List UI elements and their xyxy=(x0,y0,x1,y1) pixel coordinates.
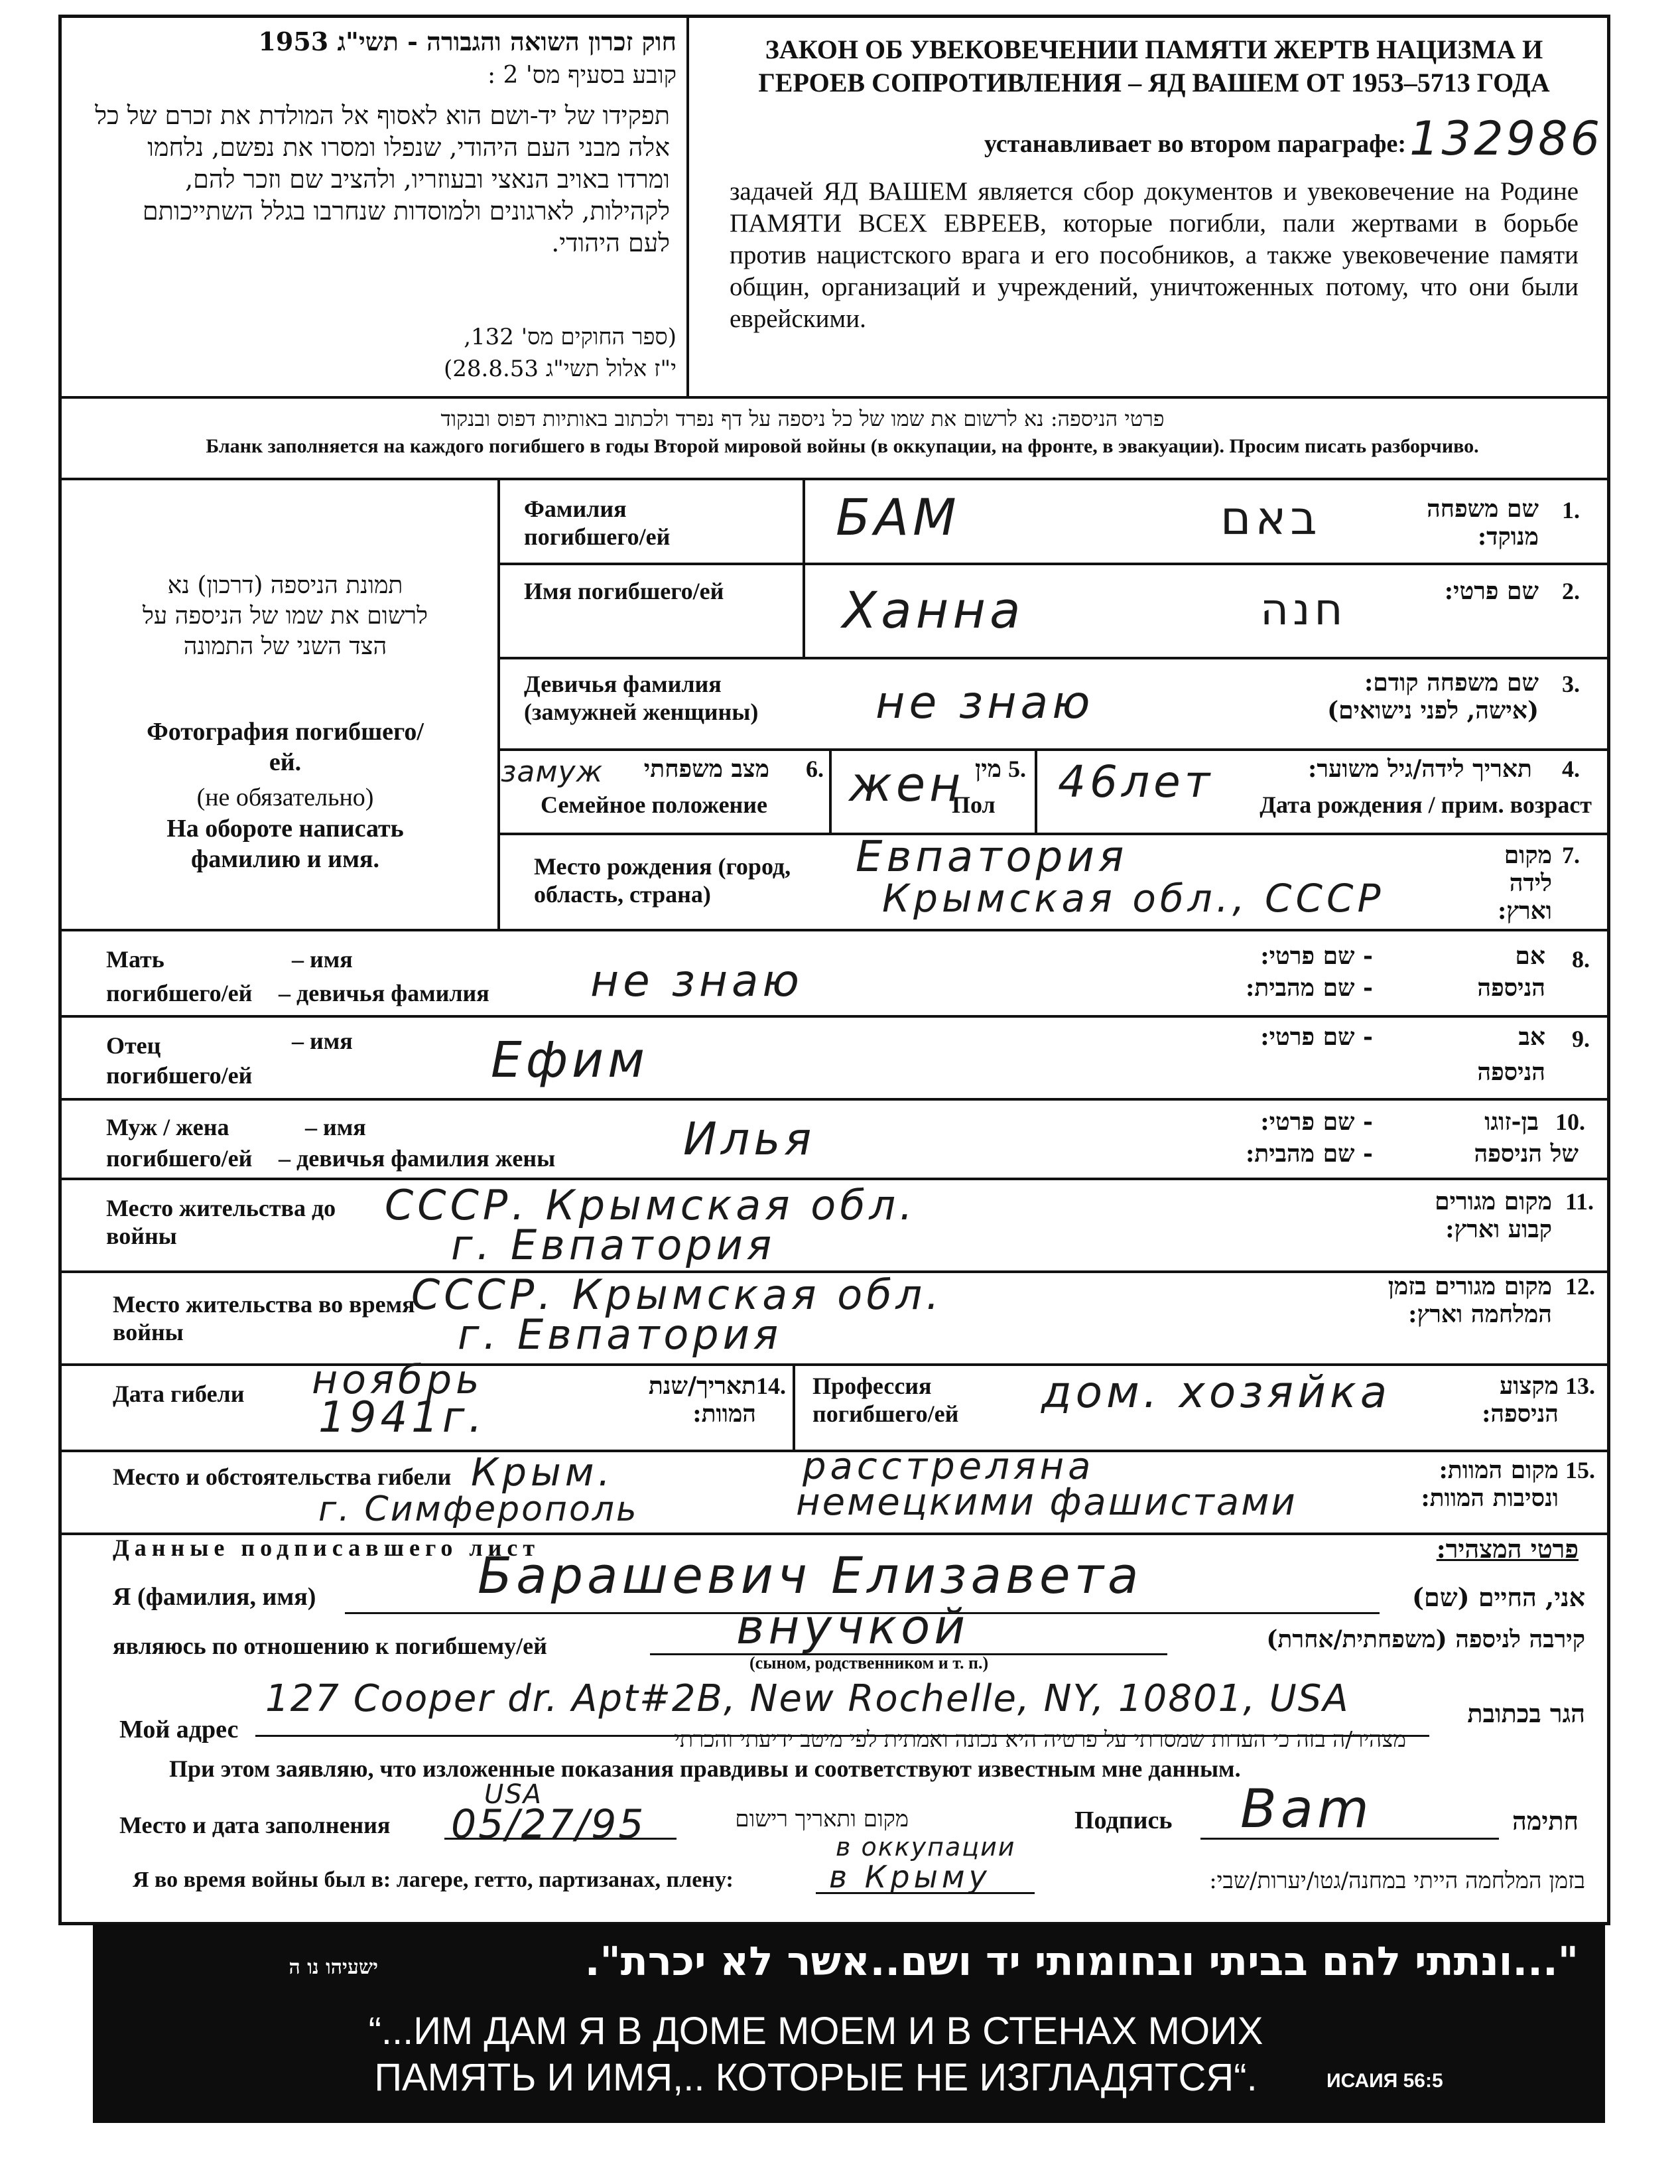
field-9-number: 9. xyxy=(1572,1026,1590,1052)
photo-box-divider xyxy=(497,478,500,929)
row-9-rule xyxy=(58,1098,1610,1101)
field-5-number: 5. xyxy=(1008,756,1026,782)
signature-label-he: חתימה xyxy=(1512,1806,1579,1836)
field-10-label-spouse: Муж / жена xyxy=(106,1114,229,1140)
war-status-label: Я во время войны был в: лагере, гетто, партизанах, плену: xyxy=(133,1868,734,1892)
field-14-divider xyxy=(793,1363,795,1450)
law-hebrew-body: תפקידו של יד-ושם הוא לאסוף אל המולדת את זכרם של כל אלה מבני העם היהודי, שנפלו ומסרו את נפשם, נלחמו ומרדו באויב הנאצי ובעוזריו, ולהציב שם וזכר להם, לקהילות, לארגונים ולמוסדות שנחרבו בגלל השתייכותם לעם היהודי. xyxy=(95,101,670,257)
declarant-relation-label: являюсь по отношению к погибшему/ей xyxy=(113,1633,547,1659)
field-10-label-he-deceased: של הניספה xyxy=(1474,1140,1579,1168)
field-9-label-he-first: - שם פרטי: xyxy=(1260,1023,1373,1051)
law-hebrew-date: י"ז אלול תשי"ג 28.8.53) xyxy=(444,356,677,382)
banner-hebrew-quote: "...ונתתי להם בביתי ובחומותי יד ושם..אשר לא יכרת". xyxy=(584,1939,1579,1985)
field-10-value[interactable]: Илья xyxy=(683,1113,816,1166)
signature-value[interactable]: Bam xyxy=(1240,1778,1373,1840)
field-8-label-he-maiden: - שם מהבית: xyxy=(1245,974,1373,1002)
field-7-value-city[interactable]: Евпатория xyxy=(856,833,1128,882)
field-15-value-circumstance[interactable]: расстреляна xyxy=(803,1445,1095,1488)
field-2-label-ru: Имя погибшего/ей xyxy=(524,578,724,604)
quote-banner xyxy=(93,1924,1605,2123)
declarant-address-value[interactable]: 127 Cooper dr. Apt#2B, New Rochelle, NY, 10801, USA xyxy=(265,1677,1350,1720)
field-10-label-he-maiden: - שם מהבית: xyxy=(1245,1140,1373,1168)
field-8-number: 8. xyxy=(1572,946,1590,973)
declaration-hebrew: מצהיר/ה בזה כי העדות שמסרתי על פרטיה היא נכונה ואמתית לפי מיטב ידיעתי והכרתי xyxy=(674,1726,1406,1752)
field-8-value[interactable]: не знаю xyxy=(590,955,803,1006)
field-1-label-he: שם משפחה מנוקד: xyxy=(1427,495,1539,551)
field-5-label-he: מין xyxy=(975,755,1002,783)
field-10-label-spouse-name: – имя xyxy=(305,1114,366,1140)
law-hebrew-reference: (ספר החוקים מס' 132, xyxy=(464,324,677,350)
field-15-value-city[interactable]: г. Симферополь xyxy=(318,1489,639,1529)
field-11-label-he: מקום מגורים קבוע וארץ: xyxy=(1435,1188,1552,1243)
field-2-value-hebrew[interactable]: חנה xyxy=(1260,584,1347,635)
place-date-label-he: מקום ותאריך רישום xyxy=(735,1806,909,1832)
law-russian-subtitle: устанавливает во втором параграфе: xyxy=(984,130,1406,158)
declarant-title-ru: Данные подписавшего лист xyxy=(113,1535,541,1561)
header-bottom-rule xyxy=(58,396,1610,399)
declarant-relation-value[interactable]: внучкой xyxy=(736,1599,969,1655)
field-3-label-he: שם משפחה קודם: (אישה, לפני נישואים) xyxy=(1327,669,1539,724)
field-15-value-perpetrator[interactable]: немецкими фашистами xyxy=(796,1481,1297,1524)
photo-box-hebrew: תמונת הניספה (דרכון) נא לרשום את שמו של הניספה על הצד השני של התמונה xyxy=(143,572,428,660)
law-hebrew-title: חוק זכרון השואה והגבורה - תשי"ג 1953 xyxy=(258,27,677,56)
row-2-rule xyxy=(497,657,1610,659)
war-status-value-1[interactable]: в оккупации xyxy=(836,1832,1016,1862)
declaration-russian: При этом заявляю, что изложенные показания правдивы и соответствуют известным мне данным. xyxy=(169,1755,1241,1782)
law-hebrew-subtitle: קובע בסעיף מס' 2 : xyxy=(487,62,677,89)
photo-box-russian-1: Фотография погибшего/ей. xyxy=(147,718,424,776)
field-12-value-city[interactable]: г. Евпатория xyxy=(458,1310,783,1359)
declarant-address-label-he: הגר בכתובת xyxy=(1467,1698,1585,1728)
field-8-label-of-deceased: погибшего/ей xyxy=(106,980,253,1006)
field-2-number: 2. xyxy=(1562,578,1580,604)
field-15-value-place[interactable]: Крым. xyxy=(471,1450,614,1495)
field-11-label-ru: Место жительства до войны xyxy=(106,1195,336,1249)
row-7-rule xyxy=(58,929,1610,931)
field-8-label-mother: Мать xyxy=(106,946,164,973)
field-10-label-maiden: – девичья фамилия жены xyxy=(279,1145,556,1172)
header-divider xyxy=(686,15,689,396)
declarant-name-label-he: אני, החיים (שם) xyxy=(1412,1582,1585,1612)
field-8-label-maiden: – девичья фамилия xyxy=(279,980,489,1006)
row-3-rule xyxy=(497,748,1610,751)
field-6-value[interactable]: замуж xyxy=(501,755,604,789)
field-6-label-ru: Семейное положение xyxy=(541,791,768,818)
sheet-number: 132986 xyxy=(1409,111,1603,166)
field-5-value[interactable]: жен xyxy=(849,756,965,812)
banner-russian-line-2: ПАМЯТЬ И ИМЯ,.. КОТОРЫЕ НЕ ИЗГЛАДЯТСЯ“. xyxy=(374,2056,1258,2099)
field-11-number: 11. xyxy=(1565,1188,1594,1215)
field-4-value[interactable]: 46лет xyxy=(1058,756,1214,807)
row-10-rule xyxy=(58,1178,1610,1180)
field-13-label-he: מקצוע הניספה: xyxy=(1482,1372,1559,1428)
field-7-value-region[interactable]: Крымская обл., СССР xyxy=(882,876,1385,921)
row-12-rule xyxy=(58,1363,1610,1366)
field-13-number: 13. xyxy=(1565,1373,1595,1399)
field-10-label-of-deceased: погибшего/ей xyxy=(106,1145,253,1172)
field-13-value[interactable]: дом. хозяйка xyxy=(1041,1367,1391,1418)
instructions-rule xyxy=(58,478,1610,480)
field-11-value-city[interactable]: г. Евпатория xyxy=(451,1221,776,1269)
field-10-label-he-spouse: בן-זוגו xyxy=(1484,1108,1539,1136)
field-3-number: 3. xyxy=(1562,671,1580,697)
field-2-value[interactable]: Ханна xyxy=(842,580,1025,640)
field-15-number: 15. xyxy=(1565,1457,1595,1483)
law-russian-body: задачей ЯД ВАШЕМ является сбор документов и увековечение на Родине ПАМЯТИ ВСЕХ ЕВРЕЕВ, которые погибли, пали жертвами в борьбе против нацистского врага и его пособников, а также увековечение памяти общин, организаций и учреждений, уничтоженных потому, что они были еврейскими. xyxy=(730,177,1579,333)
field-10-label-he-first: - שם פרטי: xyxy=(1260,1108,1373,1136)
field-9-value[interactable]: Ефим xyxy=(491,1032,649,1089)
field-12-number: 12. xyxy=(1565,1273,1595,1300)
field-14-number: 14. xyxy=(756,1373,786,1399)
field-11-value-country[interactable]: СССР. Крымская обл. xyxy=(385,1181,917,1229)
photo-box-russian-3: На обороте написать фамилию и имя. xyxy=(166,815,404,873)
field-14-value-month[interactable]: ноябрь xyxy=(312,1357,484,1403)
field-14-label-he: תאריך/שנת המוות: xyxy=(648,1372,756,1428)
signature-label: Подпись xyxy=(1074,1807,1173,1834)
field-4-label-ru: Дата рождения / прим. возраст xyxy=(1260,791,1592,818)
name-column-divider xyxy=(803,478,805,657)
field-7-label-ru: Место рождения (город, область, страна) xyxy=(534,853,791,908)
field-6-divider xyxy=(829,748,832,833)
banner-russian-line-1: “...ИМ ДАМ Я В ДОМЕ МОЕМ И В СТЕНАХ МОИХ xyxy=(368,2010,1263,2053)
field-14-label-ru: Дата гибели xyxy=(113,1381,245,1407)
banner-hebrew-reference: ישעיהו נו ה xyxy=(289,1956,378,1979)
field-15-label-he: מקום המוות: ונסיבות המוות: xyxy=(1421,1456,1559,1512)
field-14-value-year[interactable]: 1941г. xyxy=(318,1393,486,1442)
field-5-divider xyxy=(1035,748,1037,833)
field-7-label-he: מקום לידה וארץ: xyxy=(1497,841,1552,925)
field-12-label-he: מקום מגורים בזמן המלחמה וארץ: xyxy=(1388,1272,1552,1328)
field-1-number: 1. xyxy=(1562,497,1580,523)
place-date-line xyxy=(444,1838,677,1840)
declarant-address-label: Мой адрес xyxy=(119,1716,239,1743)
law-russian-title: ЗАКОН ОБ УВЕКОВЕЧЕНИИ ПАМЯТИ ЖЕРТВ НАЦИЗМА И ГЕРОЕВ СОПРОТИВЛЕНИЯ – ЯД ВАШЕМ ОТ 1953–5713 ГОДА xyxy=(758,34,1550,98)
instructions-hebrew: פרטי הניספה: נא לרשום את שמו של כל ניספה על דף נפרד ולכתוב באותיות דפוס ובנקוד xyxy=(440,406,1165,431)
field-9-label-father: Отец xyxy=(106,1032,161,1059)
declarant-name-value[interactable]: Барашевич Елизавета xyxy=(478,1546,1143,1605)
field-9-label-father-name: – имя xyxy=(292,1028,353,1054)
field-1-label-ru: Фамилия погибшего/ей xyxy=(524,496,671,550)
war-status-value-2[interactable]: в Крыму xyxy=(829,1859,991,1895)
field-8-label-he-deceased: הניספה xyxy=(1477,974,1545,1002)
field-1-value-hebrew[interactable]: באם xyxy=(1220,491,1321,545)
field-7-number: 7. xyxy=(1562,842,1580,868)
declarant-title-he: פרטי המצהיר: xyxy=(1436,1534,1579,1564)
field-8-label-mother-name: – имя xyxy=(292,946,353,973)
field-1-value[interactable]: БАМ xyxy=(836,488,960,547)
field-6-label-he: מצב משפחתי xyxy=(643,755,769,783)
field-9-label-he-deceased: הניספה xyxy=(1477,1058,1545,1086)
field-13-label-ru: Профессия погибшего/ей xyxy=(812,1373,959,1427)
field-10-number: 10. xyxy=(1555,1109,1585,1135)
signature-line xyxy=(1200,1838,1499,1840)
field-8-label-he-mother: אם xyxy=(1515,942,1545,970)
declarant-relation-label-he: קירבה לניספה (משפחתית/אחרת) xyxy=(1266,1625,1585,1653)
field-9-label-of-deceased: погибшего/ей xyxy=(106,1062,253,1089)
field-5-label-ru: Пол xyxy=(952,791,996,818)
field-12-value-country[interactable]: СССР. Крымская обл. xyxy=(411,1270,943,1319)
instructions-russian: Бланк заполняется на каждого погибшего в годы Второй мировой войны (в оккупации, на фронте, в эвакуации). Просим писать разборчиво. xyxy=(206,435,1479,457)
place-value[interactable]: USA xyxy=(484,1779,543,1810)
place-date-label: Место и дата заполнения xyxy=(119,1812,391,1838)
row-1-rule xyxy=(497,563,1610,565)
field-2-label-he: שם פרטי: xyxy=(1444,577,1539,605)
banner-russian-reference: ИСАИЯ 56:5 xyxy=(1326,2070,1443,2092)
date-value[interactable]: 05/27/95 xyxy=(451,1801,646,1848)
war-status-label-he: בזמן המלחמה הייתי במחנה/גטו/יערות/שבי: xyxy=(1209,1868,1585,1894)
field-6-number: 6. xyxy=(806,756,824,782)
field-3-label-ru: Девичья фамилия (замужней женщины) xyxy=(524,671,759,725)
field-4-label-he: תאריך לידה/גיל משוער: xyxy=(1308,755,1532,783)
field-3-value[interactable]: не знаю xyxy=(875,677,1094,729)
row-8-rule xyxy=(58,1015,1610,1018)
war-status-line xyxy=(816,1892,1035,1894)
field-4-number: 4. xyxy=(1562,756,1580,782)
declarant-name-label: Я (фамилия, имя) xyxy=(113,1583,316,1611)
field-9-label-he-father: אב xyxy=(1518,1023,1545,1051)
field-8-label-he-first: - שם פרטי: xyxy=(1260,942,1373,970)
photo-box-russian-2: (не обязательно) xyxy=(196,784,374,811)
field-15-label-ru: Место и обстоятельства гибели xyxy=(113,1464,452,1490)
declarant-relation-hint: (сыном, родственником и т. п.) xyxy=(749,1653,989,1672)
field-12-label-ru: Место жительства во время войны xyxy=(113,1291,415,1345)
